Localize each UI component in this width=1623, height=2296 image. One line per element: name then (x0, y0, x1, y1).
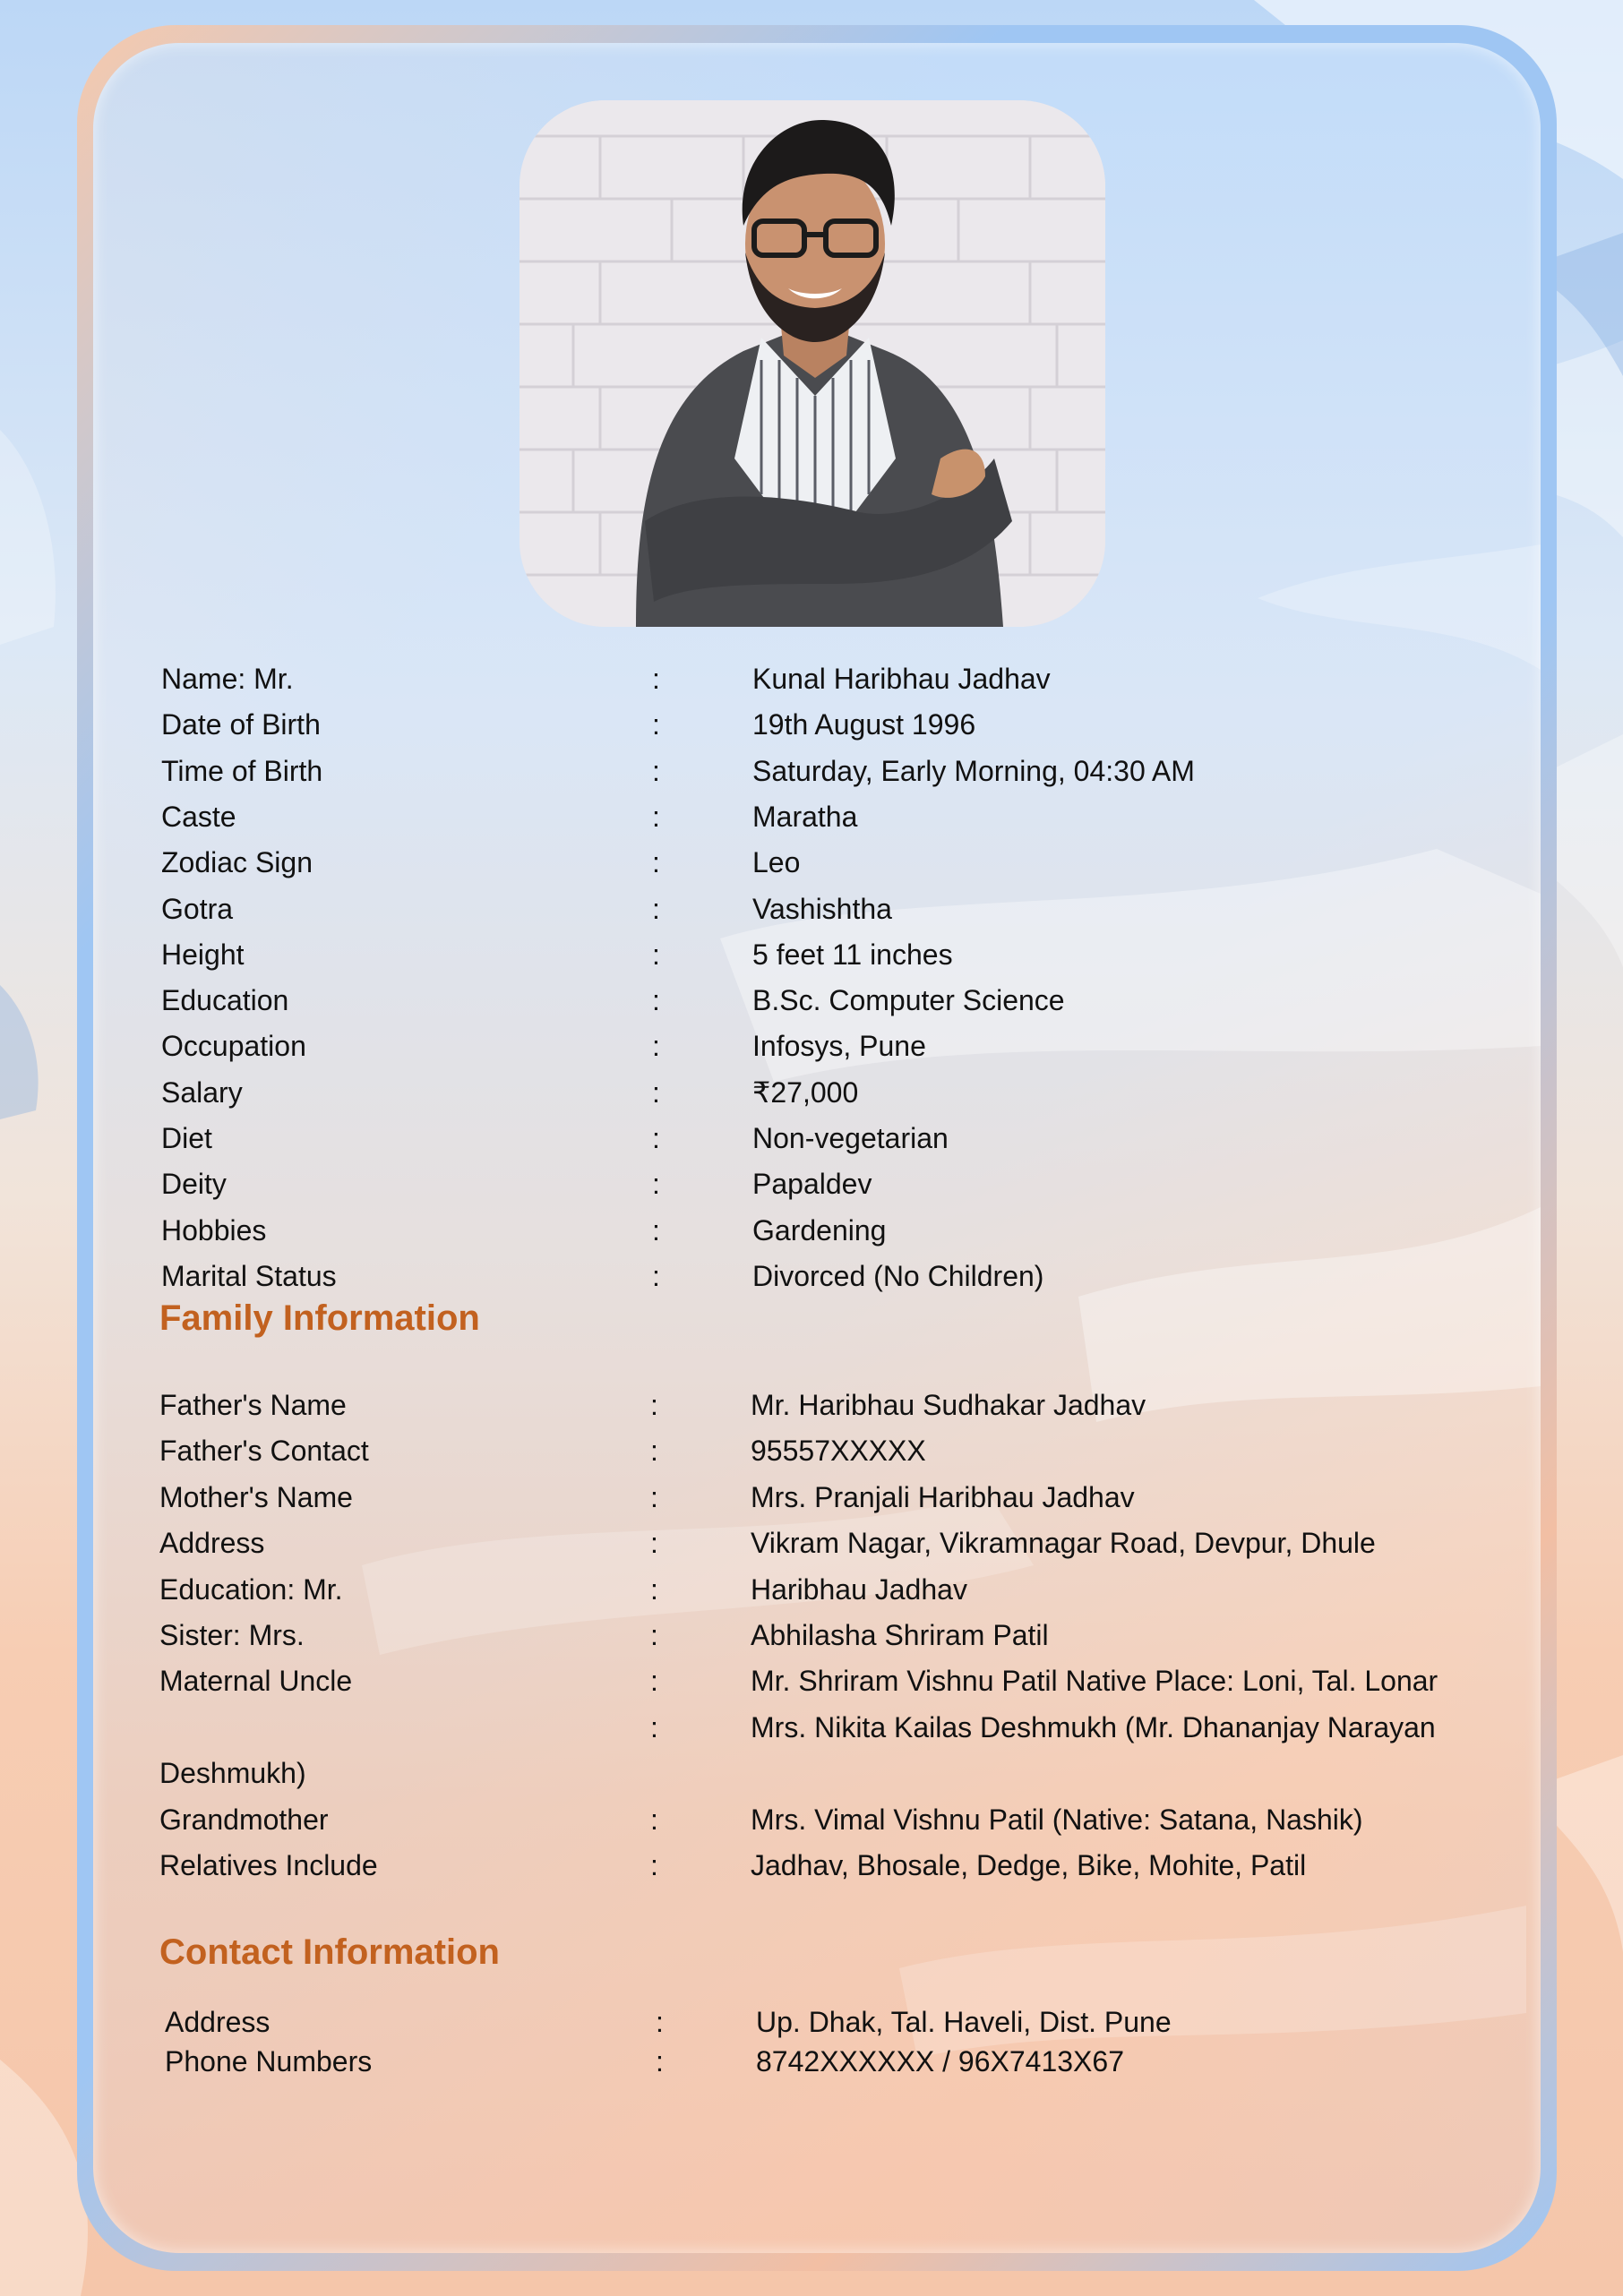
detail-value: Maratha (752, 800, 858, 833)
detail-separator: : (650, 1803, 658, 1836)
detail-value: 5 feet 11 inches (752, 938, 953, 971)
detail-row (159, 1659, 1503, 1702)
contact-section-title: Contact Information (159, 1932, 500, 1972)
detail-value: Saturday, Early Morning, 04:30 AM (752, 754, 1195, 787)
detail-label: Address (159, 1527, 265, 1560)
detail-label: Father's Contact (159, 1435, 369, 1468)
detail-label: Relatives Include (159, 1849, 378, 1881)
detail-label: Date of Birth (161, 708, 321, 741)
detail-separator: : (652, 754, 660, 787)
detail-value: Infosys, Pune (752, 1030, 926, 1063)
detail-separator: : (652, 846, 660, 879)
detail-row (159, 1476, 1503, 1519)
detail-separator: : (652, 1075, 660, 1109)
detail-separator: : (650, 1849, 658, 1881)
detail-value: Up. Dhak, Tal. Haveli, Dist. Pune (756, 2006, 1172, 2038)
detail-row (159, 1429, 1503, 1472)
detail-label: Marital Status (161, 1259, 337, 1292)
detail-separator: : (652, 663, 660, 695)
detail-value: B.Sc. Computer Science (752, 984, 1065, 1017)
detail-separator: : (650, 1527, 658, 1560)
detail-label: Sister: Mrs. (159, 1619, 305, 1651)
detail-value-continuation: Deshmukh) (159, 1757, 306, 1790)
detail-separator: : (650, 1710, 658, 1743)
detail-separator: : (652, 938, 660, 971)
detail-separator: : (652, 1122, 660, 1154)
detail-label: Zodiac Sign (161, 846, 313, 879)
detail-value: ₹27,000 (752, 1075, 859, 1109)
detail-label: Name: Mr. (161, 663, 294, 695)
detail-row (159, 1568, 1503, 1611)
detail-separator: : (656, 2006, 664, 2038)
detail-value: Mrs. Vimal Vishnu Patil (Native: Satana, Nashik) (751, 1803, 1363, 1836)
detail-label: Occupation (161, 1030, 306, 1063)
detail-value: Kunal Haribhau Jadhav (752, 663, 1051, 695)
detail-row (161, 1209, 1505, 1252)
detail-value: Jadhav, Bhosale, Dedge, Bike, Mohite, Patil (751, 1849, 1307, 1881)
detail-row (161, 841, 1505, 884)
detail-label: Time of Birth (161, 754, 323, 787)
detail-value: Vashishtha (752, 892, 892, 925)
detail-value: Abhilasha Shriram Patil (751, 1619, 1049, 1651)
detail-value: 95557XXXXX (751, 1435, 926, 1468)
detail-row (159, 1384, 1503, 1426)
family-section-title: Family Information (159, 1298, 480, 1338)
detail-row (161, 795, 1505, 838)
detail-row (165, 2000, 1508, 2043)
detail-separator: : (652, 708, 660, 741)
detail-separator: : (656, 2045, 664, 2078)
detail-separator: : (652, 1259, 660, 1292)
detail-label: Caste (161, 800, 236, 833)
detail-label: Deity (161, 1168, 227, 1201)
detail-label: Height (161, 938, 245, 971)
detail-value: Gardening (752, 1213, 887, 1247)
detail-value: Haribhau Jadhav (751, 1572, 967, 1606)
detail-row (159, 1521, 1503, 1564)
detail-separator: : (650, 1389, 658, 1421)
detail-row (159, 1844, 1503, 1887)
detail-value: Papaldev (752, 1168, 872, 1201)
detail-label: Salary (161, 1075, 243, 1109)
detail-label: Father's Name (159, 1389, 347, 1421)
detail-row (161, 887, 1505, 930)
detail-row (161, 657, 1505, 700)
detail-value: Divorced (No Children) (752, 1259, 1044, 1292)
detail-label: Phone Numbers (165, 2045, 373, 2078)
detail-label: Diet (161, 1122, 212, 1154)
detail-row (161, 1071, 1505, 1114)
detail-separator: : (650, 1435, 658, 1468)
profile-photo-illustration (520, 100, 1105, 627)
detail-label: Maternal Uncle (159, 1665, 353, 1698)
detail-separator: : (652, 1213, 660, 1247)
detail-separator: : (650, 1665, 658, 1698)
detail-value: 8742XXXXXX / 96X7413X67 (756, 2045, 1124, 2078)
detail-label: Address (165, 2006, 270, 2038)
detail-label: Education (161, 984, 289, 1017)
detail-row (159, 1614, 1503, 1657)
detail-row (161, 1162, 1505, 1205)
detail-separator: : (650, 1480, 658, 1513)
detail-row (161, 1255, 1505, 1298)
detail-row (159, 1706, 1503, 1749)
detail-separator: : (652, 800, 660, 833)
detail-value: Non-vegetarian (752, 1122, 949, 1154)
detail-row (159, 1798, 1503, 1841)
detail-value: Mrs. Pranjali Haribhau Jadhav (751, 1480, 1135, 1513)
detail-separator: : (650, 1572, 658, 1606)
detail-label: Grandmother (159, 1803, 329, 1836)
detail-row (161, 1024, 1505, 1067)
detail-separator: : (650, 1619, 658, 1651)
profile-photo (520, 100, 1105, 627)
detail-value: Vikram Nagar, Vikramnagar Road, Devpur, Dhule (751, 1527, 1376, 1560)
detail-value: 19th August 1996 (752, 708, 976, 741)
detail-value: Mrs. Nikita Kailas Deshmukh (Mr. Dhananjay Narayan (751, 1710, 1436, 1743)
detail-separator: : (652, 984, 660, 1017)
detail-label: Gotra (161, 892, 234, 925)
detail-separator: : (652, 1168, 660, 1201)
detail-label: Hobbies (161, 1213, 267, 1247)
detail-separator: : (652, 1030, 660, 1063)
detail-row (161, 750, 1505, 792)
detail-label: Education: Mr. (159, 1572, 343, 1606)
detail-row (161, 933, 1505, 976)
detail-row (165, 2040, 1508, 2083)
detail-row (161, 1117, 1505, 1160)
detail-row (161, 703, 1505, 746)
detail-value: Mr. Shriram Vishnu Patil Native Place: Loni, Tal. Lonar (751, 1665, 1438, 1698)
detail-separator: : (652, 892, 660, 925)
detail-value: Mr. Haribhau Sudhakar Jadhav (751, 1389, 1146, 1421)
detail-value: Leo (752, 846, 801, 879)
detail-row (161, 979, 1505, 1022)
detail-label: Mother's Name (159, 1480, 353, 1513)
